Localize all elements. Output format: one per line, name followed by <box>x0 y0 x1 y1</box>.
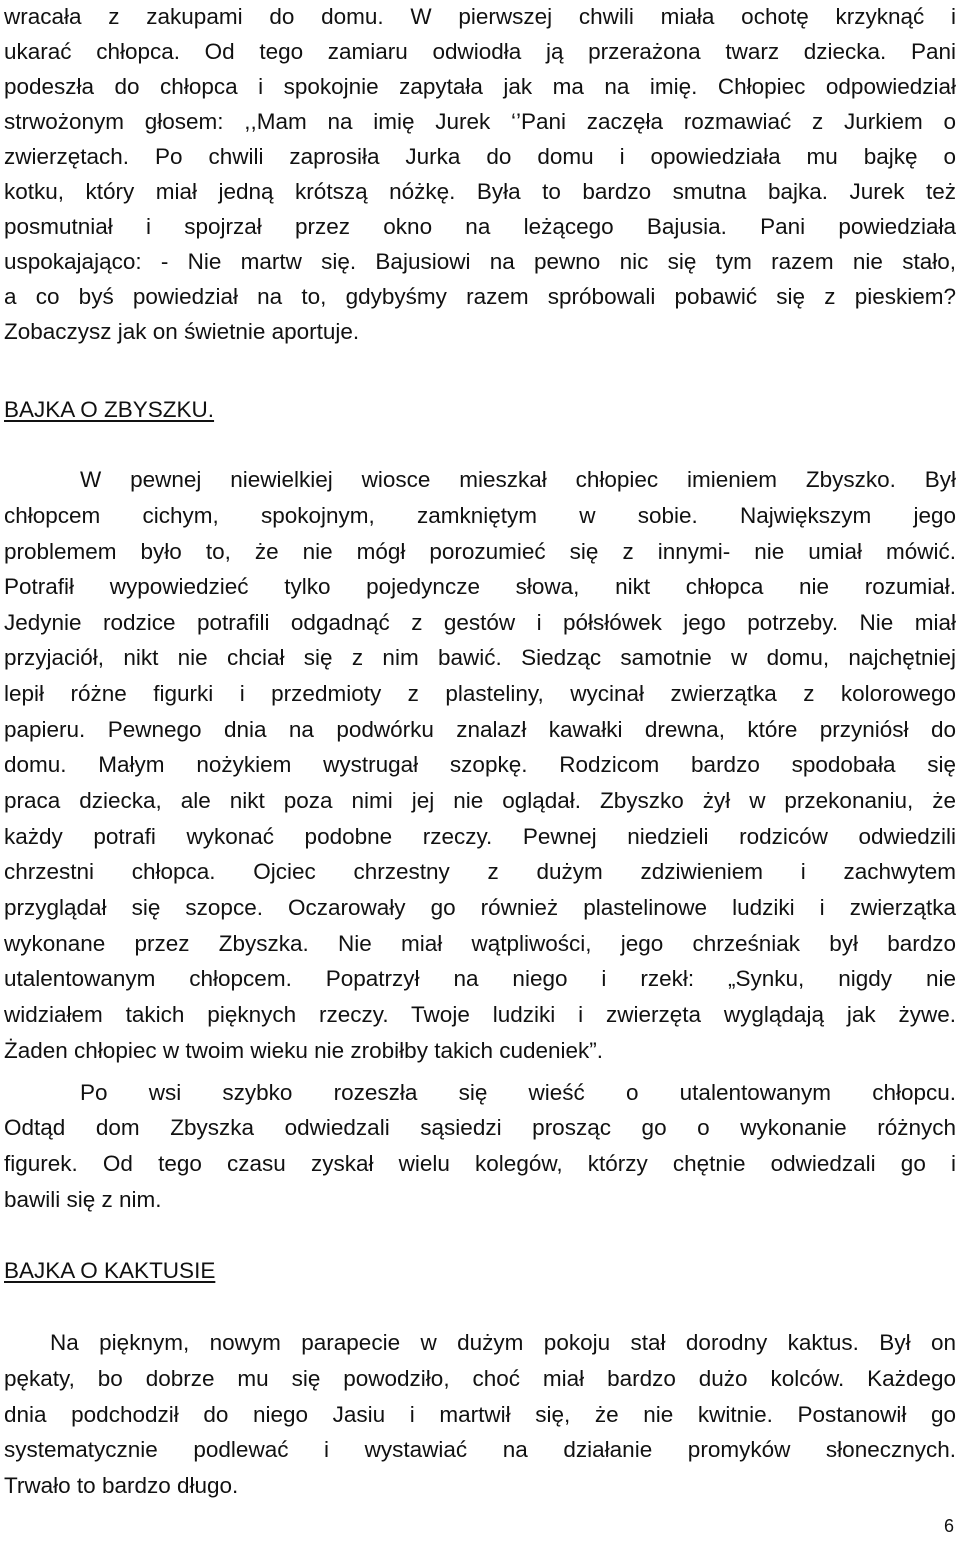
text-line: Trwało to bardzo długo. <box>4 1473 239 1498</box>
page-number: 6 <box>943 1516 954 1536</box>
text-line: praca dziecka, ale nikt poza nimi jej nie oglądał. Zbyszko żył w przekonaniu, że <box>4 788 956 813</box>
text-line: systematycznie podlewać i wystawiać na działanie promyków słonecznych. <box>4 1437 956 1462</box>
text-line: wracała z zakupami do domu. W pierwszej chwili miała ochotę krzyknąć i <box>4 4 956 29</box>
text-line: problemem było to, że nie mógł porozumieć się z innymi- nie umiał mówić. <box>4 539 956 564</box>
text-line: domu. Małym nożykiem wystrugał szopkę. Rodzicom bardzo spodobała się <box>4 752 956 777</box>
text-line: posmutniał i spojrzał przez okno na leżącego Bajusia. Pani powiedziała <box>4 214 956 239</box>
text-line: Zobaczysz jak on świetnie aportuje. <box>4 319 360 344</box>
text-line: chrzestni chłopca. Ojciec chrzestny z dużym zdziwieniem i zachwytem <box>4 859 956 884</box>
text-line: kotku, który miał jedną krótszą nóżkę. Była to bardzo smutna bajka. Jurek też <box>4 179 956 204</box>
text-line: strwożonym głosem: ,,Mam na imię Jurek ‘’Pani zaczęła rozmawiać z Jurkiem o <box>4 109 956 134</box>
text-line: ukarać chłopca. Od tego zamiaru odwiodła ją przerażona twarz dziecka. Pani <box>4 39 956 64</box>
text-line: wykonane przez Zbyszka. Nie miał wątpliwości, jego chrześniak był bardzo <box>4 931 956 956</box>
text-line: lepił różne figurki i przedmioty z plasteliny, wycinał zwierzątka z kolorowego <box>4 681 956 706</box>
text-line: chłopcem cichym, spokojnym, zamkniętym w sobie. Największym jego <box>4 503 956 528</box>
text-line: a co byś powiedział na to, gdybyśmy razem spróbowali pobawić się z pieskiem? <box>4 284 956 309</box>
text-line: pękaty, bo dobrze mu się powodziło, choć miał bardzo dużo kolców. Każdego <box>4 1366 956 1391</box>
text-line: papieru. Pewnego dnia na podwórku znalazł kawałki drewna, które przyniósł do <box>4 717 956 742</box>
text-line: utalentowanym chłopcem. Popatrzył na niego i rzekł: „Synku, nigdy nie <box>4 966 956 991</box>
text-line: każdy potrafi wykonać podobne rzeczy. Pewnej niedzieli rodziców odwiedzili <box>4 824 956 849</box>
text-line: figurek. Od tego czasu zyskał wielu kolegów, którzy chętnie odwiedzali go i <box>4 1151 956 1176</box>
story-heading: BAJKA O KAKTUSIE <box>4 1258 216 1283</box>
text-line: uspokajająco: - Nie martw się. Bajusiowi na pewno nic się tym razem nie stało, <box>4 249 956 274</box>
text-line: Potrafił wypowiedzieć tylko pojedyncze słowa, nikt chłopca nie rozumiał. <box>4 574 956 599</box>
text-line: Jedynie rodzice potrafili odgadnąć z gestów i półsłówek jego potrzeby. Nie miał <box>4 610 956 635</box>
text-line: Żaden chłopiec w twoim wieku nie zrobiłby takich cudeniek”. <box>4 1038 604 1063</box>
text-line: widziałem takich pięknych rzeczy. Twoje ludziki i zwierzęta wyglądają jak żywe. <box>4 1002 956 1027</box>
story-heading: BAJKA O ZBYSZKU. <box>4 397 215 422</box>
text-line: bawili się z nim. <box>4 1187 162 1212</box>
text-line: zwierzętach. Po chwili zaprosiła Jurka do domu i opowiedziała mu bajkę o <box>4 144 956 169</box>
text-line: przyjaciół, nikt nie chciał się z nim bawić. Siedząc samotnie w domu, najchętniej <box>4 645 956 670</box>
text-line: podeszła do chłopca i spokojnie zapytała jak ma na imię. Chłopiec odpowiedział <box>4 74 956 99</box>
text-line: Na pięknym, nowym parapecie w dużym pokoju stał dorodny kaktus. Był on <box>50 1330 956 1355</box>
text-line: Po wsi szybko rozeszła się wieść o utalentowanym chłopcu. <box>80 1080 956 1105</box>
text-line: dnia podchodził do niego Jasiu i martwił się, że nie kwitnie. Postanowił go <box>4 1402 956 1427</box>
text-line: przyglądał się szopce. Oczarowały go również plastelinowe ludziki i zwierzątka <box>4 895 956 920</box>
text-line: W pewnej niewielkiej wiosce mieszkał chłopiec imieniem Zbyszko. Był <box>80 467 956 492</box>
text-line: Odtąd dom Zbyszka odwiedzali sąsiedzi prosząc go o wykonanie różnych <box>4 1115 956 1140</box>
